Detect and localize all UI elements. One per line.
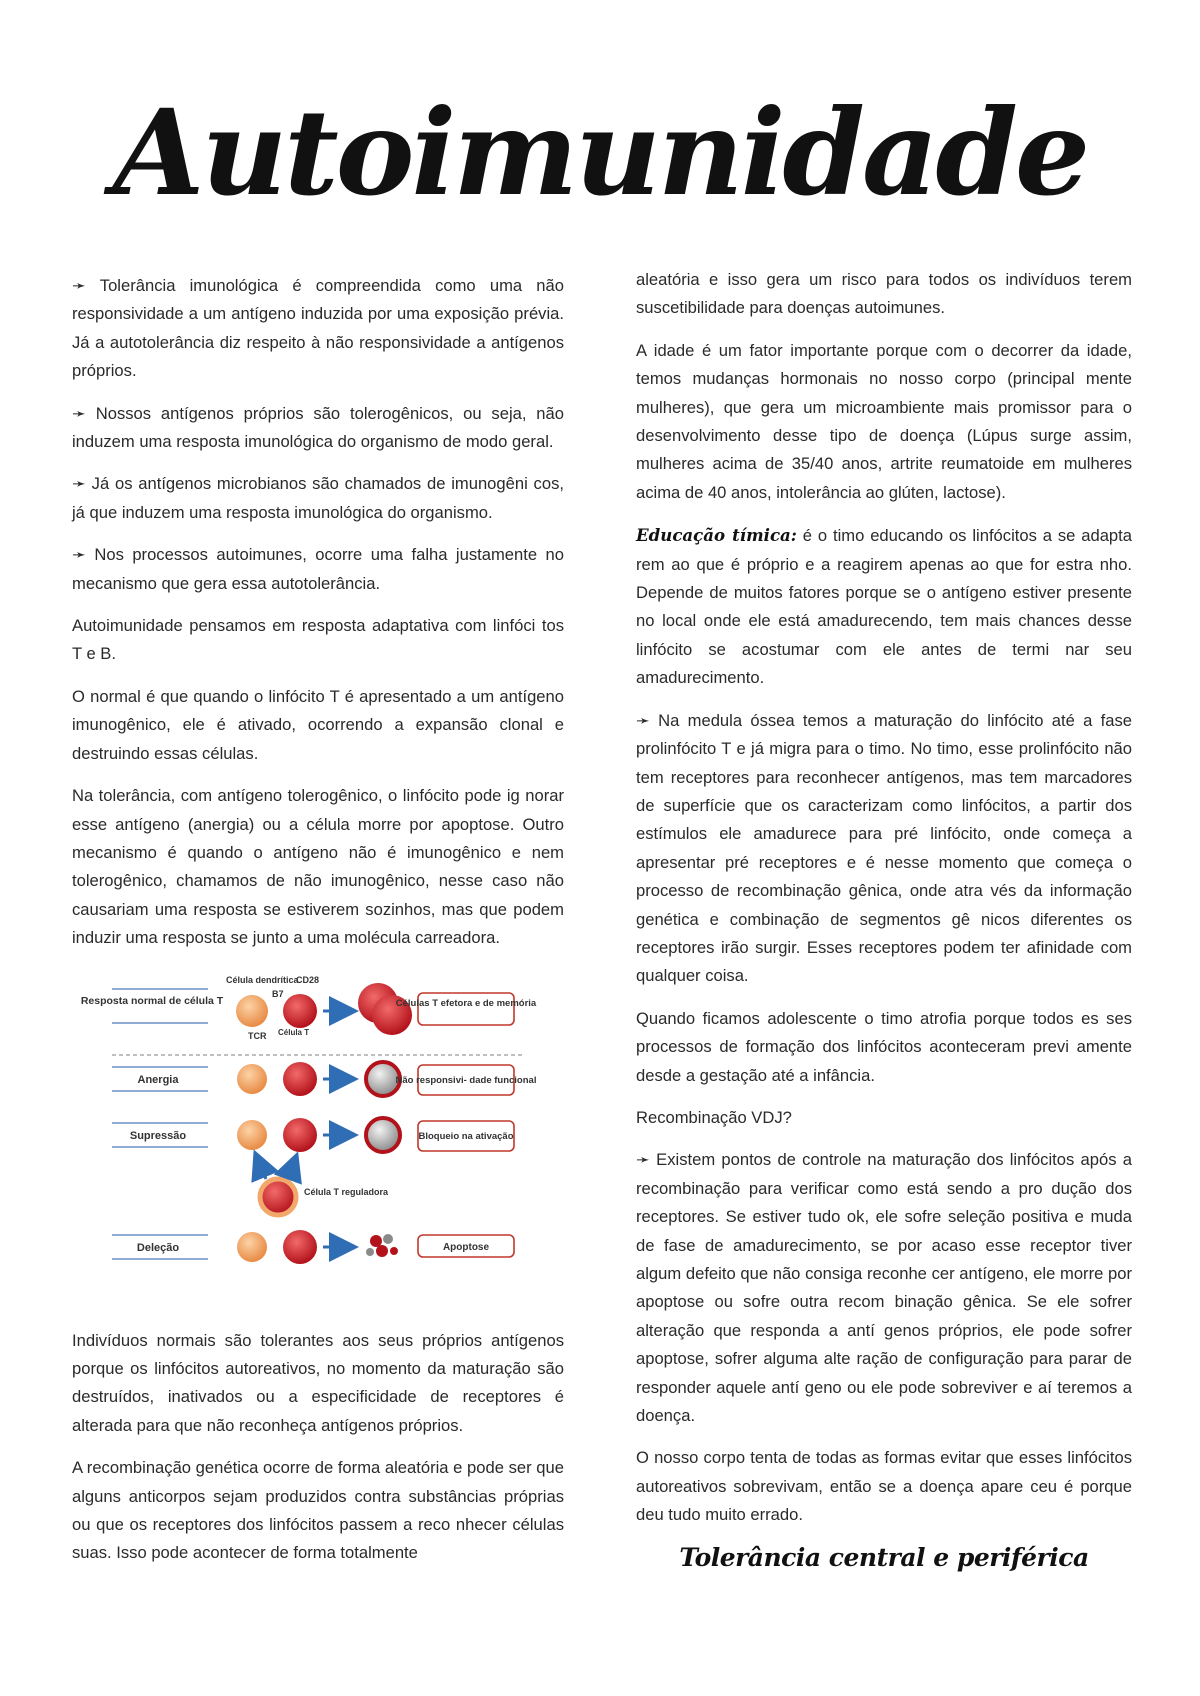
paragraph: ➛ Nossos antígenos próprios são tolerogênicos, ou seja, não induzem uma resposta imunológica do organismo de modo geral. (72, 403, 564, 452)
paragraph: ➛ Nos processos autoimunes, ocorre uma falha justamente no mecanismo que gera essa autotolerância. (72, 545, 564, 593)
label-tcr: TCR (248, 1030, 267, 1041)
outcome-nao-responsiva: Não responsivi- dade funcional (395, 1074, 537, 1086)
paragraph: ➛ Tolerância imunológica é compreendida como uma não responsividade a um antígeno induzida por uma exposição prévia. Já a autotolerância diz respeito à não responsividade a antígenos próprios. (72, 276, 564, 381)
paragraph: ➛ Na medula óssea temos a maturação do linfócito até a fase prolinfócito T e já migra para o timo. No timo, esse prolinfócito não tem receptores para reconhecer antígenos, mas tem marcadores de superfície que os caracterizam como linfócitos, a partir dos estímulos ele amadurece para pré linfócito, onde começa a apresentar pré receptores e é nesse momento que começa o processo de recombinação gênica, onde atra vés da informação genética e combinação de segmentos gê nicos diferentes os receptores irão surgir. Esses receptores podem ter afinidade com qualquer coisa. (636, 710, 1132, 986)
paragraph: Recombinação VDJ? (636, 1107, 792, 1127)
outcome-bloqueio: Bloqueio na ativação (418, 1130, 514, 1142)
right-column (636, 266, 1132, 1572)
label-delecao: Deleção (136, 1241, 180, 1254)
section-heading: Tolerância central e periférica (679, 1542, 1089, 1572)
left-column (72, 272, 564, 1582)
educacao-timica-heading: Educação tímica: (636, 525, 797, 546)
label-normal-text: Resposta normal de célula T (80, 994, 224, 1007)
paragraph: O normal é que quando o linfócito T é apresentado a um antígeno imunogênico, ele é ativado, ocorrendo a expansão clonal e destruindo essas células. (72, 686, 564, 763)
label-celula-t-reguladora: Célula T reguladora (304, 1186, 389, 1197)
label-supressao: Supressão (129, 1129, 187, 1142)
paragraph: A idade é um fator importante porque com o decorrer da idade, temos mudanças hormonais no nosso corpo (principal mente mulheres), que gera um microambiente mais promissor para o desenvolvimento desse tipo de doença (Lúpus surge assim, mulheres acima de 35/40 anos, artrite reumatoide em mulheres acima de 40 anos, intolerância ao glúten, lactose). (636, 340, 1132, 502)
label-b7: B7 (272, 988, 284, 999)
page-title: Autoimunidade (112, 83, 1088, 222)
paragraph: Autoimunidade pensamos em resposta adaptativa com linfóci tos T e B. (72, 616, 564, 664)
paragraph: ➛ Já os antígenos microbianos são chamados de imunogêni cos, já que induzem uma resposta imunológica do organismo. (72, 474, 564, 522)
educacao-timica-text: é o timo educando os linfócitos a se adapta rem ao que é próprio e a reagirem apenas ao que for estra nho. Depende de muitos fatores porque se o antígeno estiver presente no local onde ele está amadurecendo, tem mais chances desse linfócito se acostumar com ele antes de termi nar seu amadurecimento. (636, 526, 1132, 688)
paragraph: Indivíduos normais são tolerantes aos seus próprios antígenos porque os linfócitos autoreativos, no momento da maturação são destruídos, inativados ou a especificidade de receptores é alterada para que não reconheça antígenos próprios. (72, 1330, 564, 1435)
tolerance-figure (80, 971, 537, 1307)
outcome-apoptose: Apoptose (442, 1241, 490, 1253)
dendritic-cell (236, 995, 268, 1027)
label-anergia: Anergia (137, 1073, 179, 1086)
label-normal (81, 995, 224, 1007)
apoptotic-cell (366, 1234, 398, 1257)
label-celula-dendritica: Célula dendrítica (226, 974, 299, 985)
paragraph: aleatória e isso gera um risco para todos os indivíduos terem suscetibilidade para doenças autoimunes. (636, 270, 1132, 318)
educacao-timica-paragraph (636, 521, 1132, 692)
paragraph: ➛ Existem pontos de controle na maturação dos linfócitos após a recombinação para verificar como está sendo a pro dução dos receptores. Se estiver tudo ok, ele sofre seleção positiva e muda de fase de amadurecimento, se por acaso esse receptor tiver algum defeito que não consiga reconhe cer antígeno, ele morre por apoptose ou sofre outra recom binação gênica. Se ele sofrer alteração que responda a antí genos próprios, ele pode sofrer apoptose, sofrer alguma alte ração de configuração para parar de responder aquele antí geno ou ele pode sobreviver e aí teremos a doença. (636, 1150, 1132, 1426)
regulatory-t-cell (260, 1179, 296, 1215)
label-cd28: CD28 (296, 974, 320, 985)
paragraph: Quando ficamos adolescente o timo atrofia porque todos es ses processos de formação dos linfócitos aconteceram previ amente desde a gestação até a infância. (636, 1008, 1132, 1085)
paragraph: O nosso corpo tenta de todas as formas evitar que esses linfócitos autoreativos sobrevivam, então se a doença apare ceu é porque deu tudo muito errado. (636, 1448, 1132, 1525)
paragraph: Na tolerância, com antígeno tolerogênico, o linfócito pode ig norar esse antígeno (anergia) ou a célula morre por apoptose. Outro mecanismo é quando o antígeno não é imunogênico e nem tolerogênico, chamamos de não imunogênico, nesse caso não causariam uma resposta se estiverem sozinhos, mas que podem induzir uma resposta se junto a uma molécula carreadora. (72, 786, 564, 948)
tolerance-diagram (80, 971, 537, 1307)
paragraph: A recombinação genética ocorre de forma aleatória e pode ser que alguns anticorpos sejam produzidos contra substâncias próprias ou que os receptores dos linfócitos passem a reco nhecer células suas. Isso pode acontecer de forma totalmente (72, 1458, 564, 1563)
label-celula-t: Célula T (278, 1027, 310, 1037)
t-cell (283, 994, 317, 1028)
outcome-efetora: Células T efetora e de memória (395, 997, 537, 1009)
